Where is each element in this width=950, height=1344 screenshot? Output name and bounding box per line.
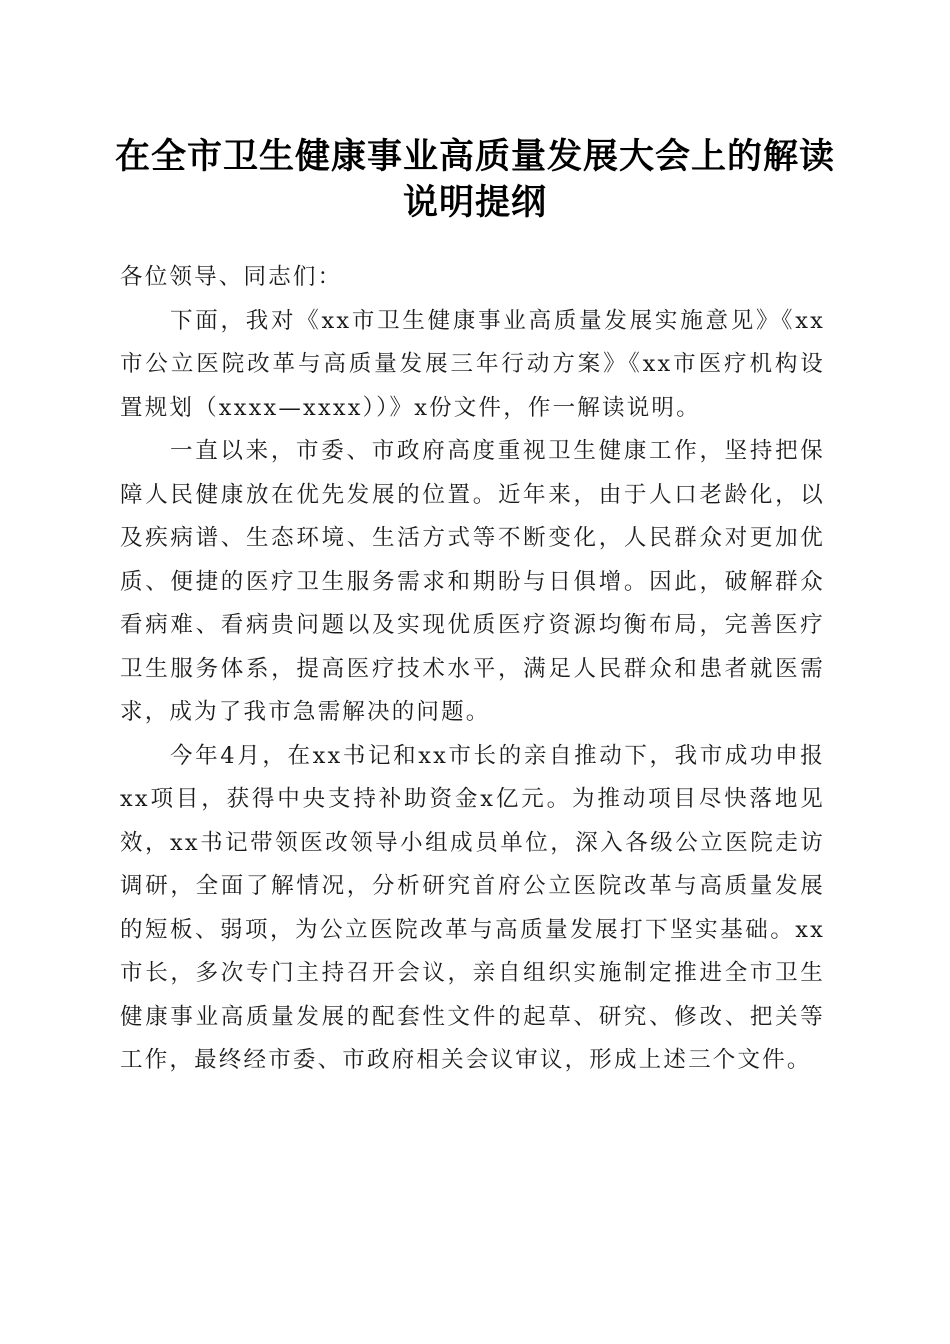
paragraph-intro: 下面，我对《xx市卫生健康事业高质量发展实施意见》《xx市公立医院改革与高质量发展三年行动方案》《xx市医疗机构设置规划（xxxx—xxxx））》x份文件，作一解读说明。: [120, 307, 825, 421]
document-body: [120, 256, 825, 1083]
title-line-1: 在全市卫生健康事业高质量发展大会上的解读: [114, 136, 835, 177]
paragraph-background: 一直以来，市委、市政府高度重视卫生健康工作，坚持把保障人民健康放在优先发展的位置。近年来，由于人口老龄化，以及疾病谱、生态环境、生活方式等不断变化，人民群众对更加优质、便捷的医疗卫生服务需求和期盼与日俱增。因此，破解群众看病难、看病贵问题以及实现优质医疗资源均衡布局，完善医疗卫生服务体系，提高医疗技术水平，满足人民群众和患者就医需求，成为了我市急需解决的问题。: [120, 438, 825, 725]
title-line-2: 说明提纲: [402, 182, 547, 223]
salutation: 各位领导、同志们：: [120, 264, 343, 290]
document-title: [90, 134, 860, 226]
paragraph-process: 今年4月，在xx书记和xx市长的亲自推动下，我市成功申报xx项目，获得中央支持补助资金x亿元。为推动项目尽快落地见效，xx书记带领医改领导小组成员单位，深入各级公立医院走访调研，全面了解情况，分析研究首府公立医院改革与高质量发展的短板、弱项，为公立医院改革与高质量发展打下坚实基础。xx市长，多次专门主持召开会议，亲自组织实施制定推进全市卫生健康事业高质量发展的配套性文件的起草、研究、修改、把关等工作，最终经市委、市政府相关会议审议，形成上述三个文件。: [120, 742, 825, 1073]
